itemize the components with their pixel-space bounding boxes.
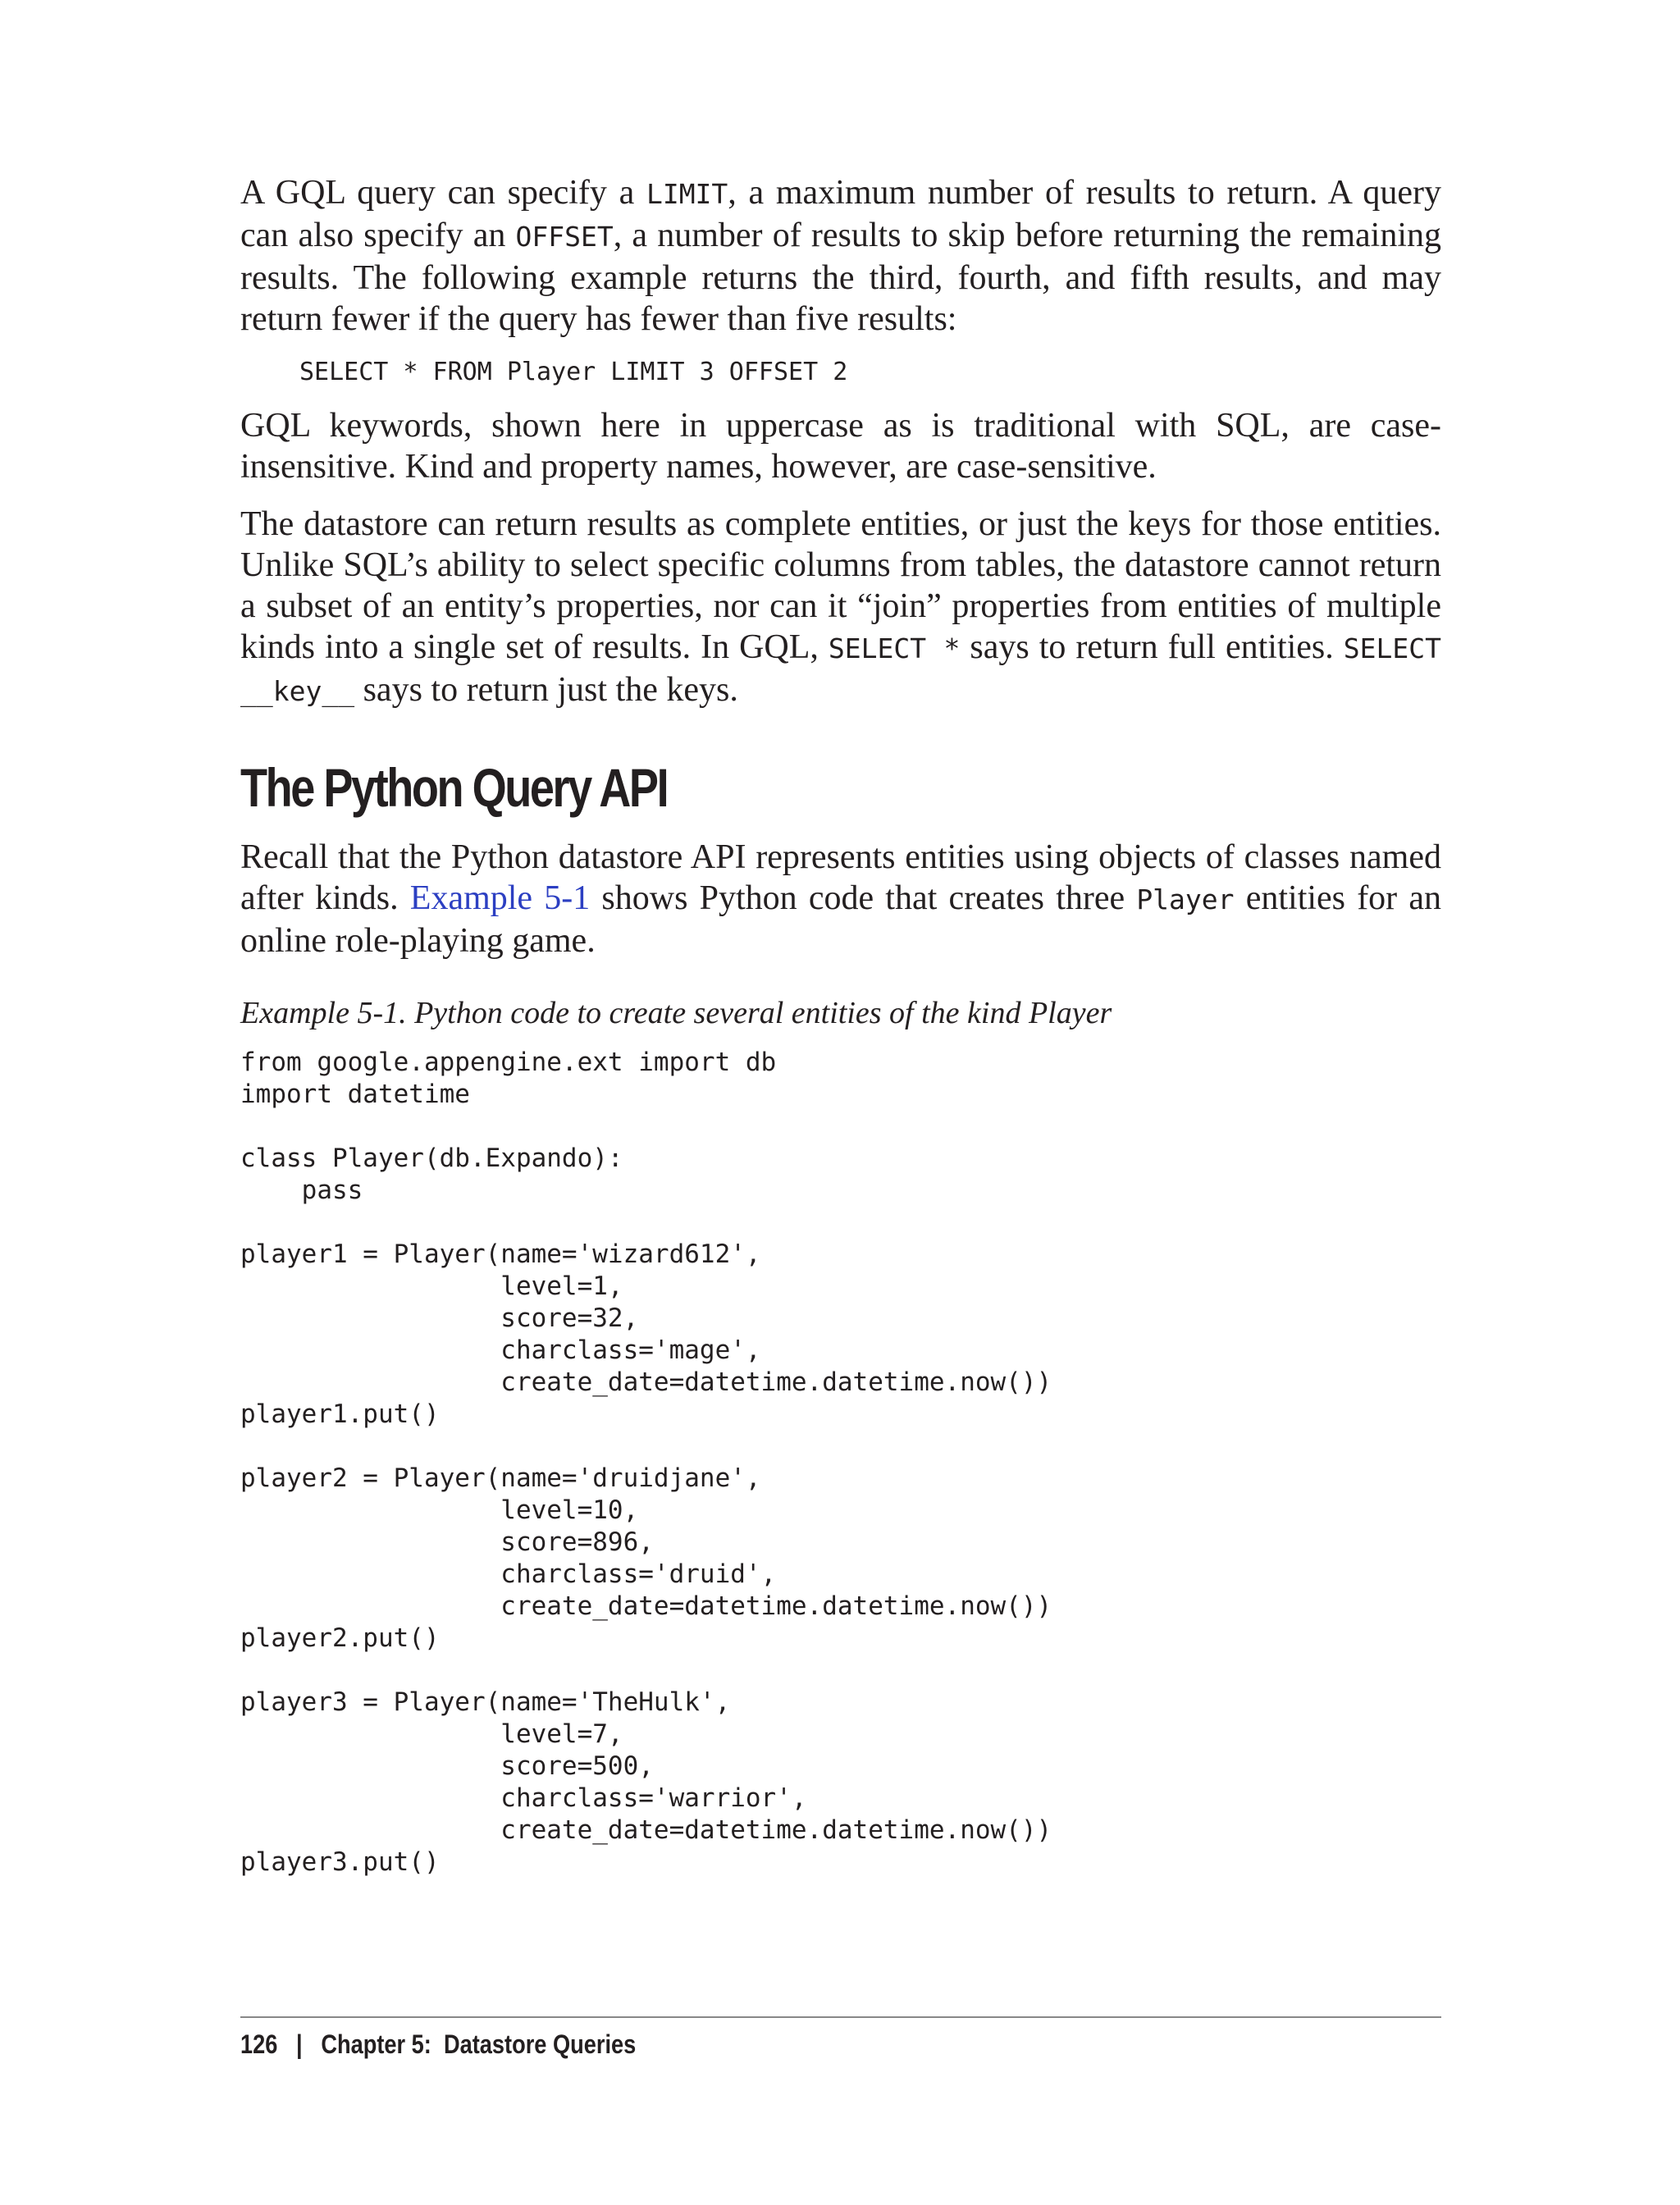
footer-rule	[240, 2016, 1441, 2018]
example-caption: Example 5-1. Python code to create several entities of the kind Player	[240, 996, 1112, 1030]
text-run: shows Python code that creates three	[590, 879, 1137, 917]
section-heading: The Python Query API	[240, 757, 668, 818]
example-5-1-link[interactable]: Example 5-1	[409, 879, 591, 917]
text-run: , a maximum number of results to return. A query can also specify an	[240, 174, 1441, 254]
text-run: Recall that the Python datastore API represents entities using objects of classes named after kinds.	[240, 838, 1441, 917]
page-footer	[240, 2029, 636, 2060]
text-run: A GQL query can specify a	[240, 174, 646, 212]
text-run: says to return full entities.	[960, 628, 1344, 666]
inline-code-player: Player	[1136, 883, 1235, 915]
code-listing: from google.appengine.ext import db import datetime class Player(db.Expando): pass player1 = Player(name='wizard612', level=1, score=32, charclass='mage', create_date=datetime.datetime.now()) player1.put() player2 = Player(name='druidjane', level=10, score=896, charclass='druid', create_date=datetime.datetime.now()) player2.put() player3 = Player(name='TheHulk', level=7, score=500, charclass='warrior', create_date=datetime.datetime.now()) player3.put()	[240, 1048, 1052, 1877]
text-run: entities for an online role-playing game.	[240, 879, 1441, 960]
inline-code-select-key: SELECT __key__	[240, 632, 1441, 707]
inline-code-offset: OFFSET	[515, 221, 614, 253]
page-content	[240, 172, 1441, 1879]
gql-example-code: SELECT * FROM Player LIMIT 3 OFFSET 2	[299, 358, 848, 386]
chapter-title: Chapter 5: Datastore Queries	[321, 2029, 637, 2059]
text-run: , a number of results to skip before returning the remaining results. The following example returns the third, fourth, and fifth results, and may return fewer if the query has fewer than five results:	[240, 217, 1441, 338]
paragraph-keys-vs-entities	[240, 504, 1441, 712]
text-run: The datastore can return results as complete entities, or just the keys for those entities. Unlike SQL’s ability to select specific columns from tables, the datastore cannot return a subset of an entity’s properties, nor can it “join” properties from entities of multiple kinds into a single set of results. In GQL,	[240, 505, 1441, 666]
footer-separator: |	[296, 2029, 303, 2059]
paragraph-case-sensitivity: GQL keywords, shown here in uppercase as is traditional with SQL, are case-insensitive. Kind and property names, however, are case-sensitive.	[240, 407, 1441, 486]
inline-code-limit: LIMIT	[646, 178, 728, 210]
paragraph-python-api	[240, 837, 1441, 961]
page-number: 126	[240, 2029, 278, 2059]
inline-code-select-star: SELECT *	[828, 632, 961, 664]
paragraph-limit-offset	[240, 172, 1441, 340]
text-run: says to return just the keys.	[354, 671, 738, 709]
